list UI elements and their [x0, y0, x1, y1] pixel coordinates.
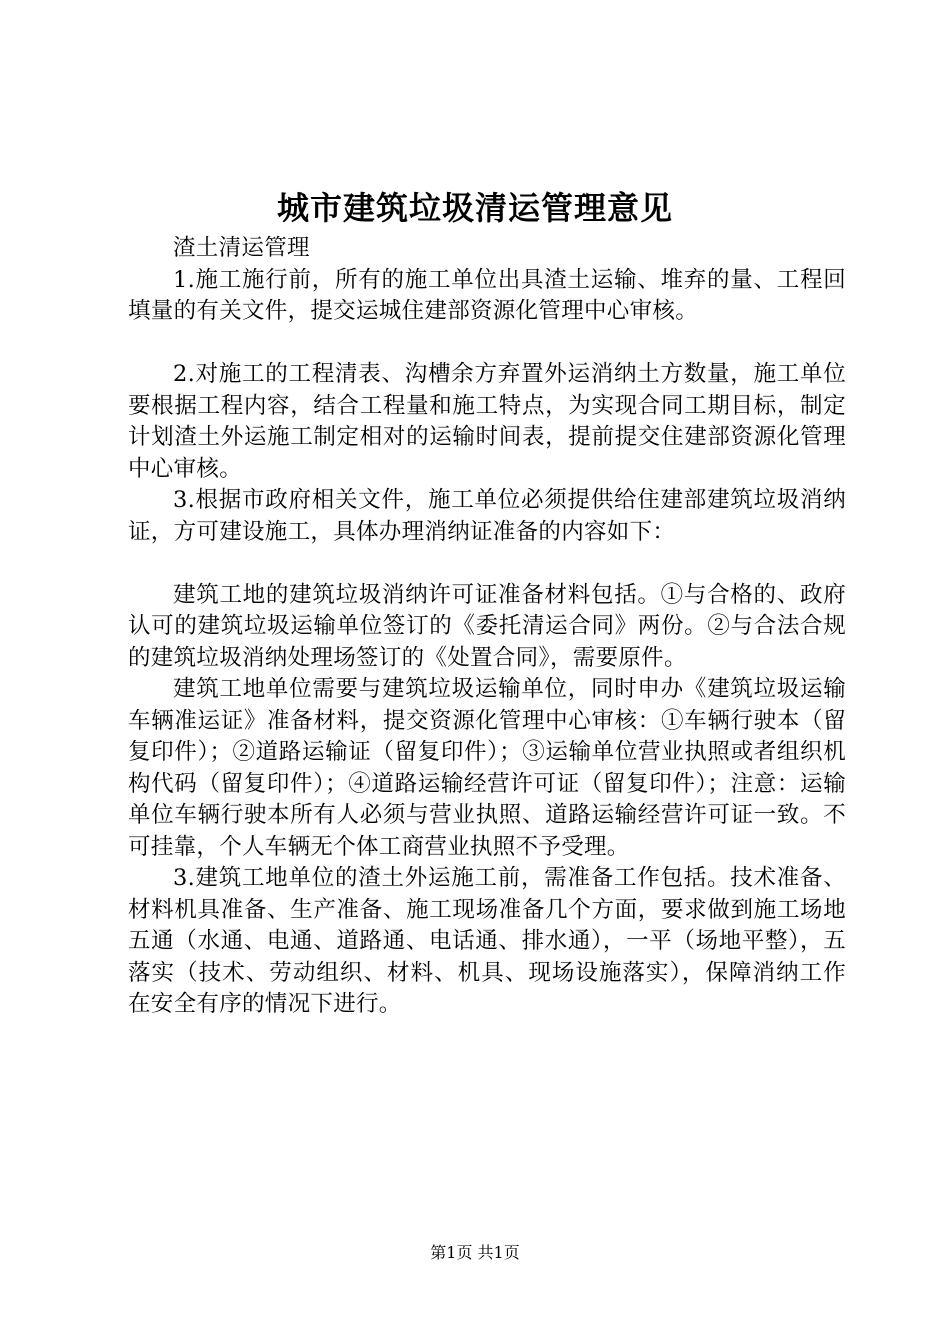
- paragraph-1: 1.施工施行前，所有的施工单位出具渣土运输、堆弃的量、工程回填量的有关文件，提交运城住建部资源化管理中心审核。: [128, 266, 846, 324]
- paragraph-3: 3.根据市政府相关文件，施工单位必须提供给住建部建筑垃圾消纳证，方可建设施工，具体办理消纳证准备的内容如下：: [128, 487, 846, 545]
- paragraph-2: 2.对施工的工程清表、沟槽余方弃置外运消纳土方数量，施工单位要根据工程内容，结合工程量和施工特点，为实现合同工期目标，制定计划渣土外运施工制定相对的运输时间表，提前提交住建部资源化管理中心审核。: [128, 361, 846, 482]
- paragraph-gap: [128, 328, 846, 360]
- paragraph-4: 建筑工地的建筑垃圾消纳许可证准备材料包括。①与合格的、政府认可的建筑垃圾运输单位签订的《委托清运合同》两份。②与合法合规的建筑垃圾消纳处理场签订的《处置合同》，需要原件。: [128, 581, 846, 671]
- document-title: 城市建筑垃圾清运管理意见: [276, 189, 673, 227]
- paragraph-5: 建筑工地单位需要与建筑垃圾运输单位，同时申办《建筑垃圾运输车辆准运证》准备材料，提交资源化管理中心审核：①车辆行驶本（留复印件）；②道路运输证（留复印件）；③运输单位营业执照或者组织机构代码（留复印件）；④道路运输经营许可证（留复印件）；注意：运输单位车辆行驶本所有人必须与营业执照、道路运输经营许可证一致。不可挂靠，个人车辆无个体工商营业执照不予受理。: [128, 676, 846, 860]
- paragraph-6: 3.建筑工地单位的渣土外运施工前，需准备工作包括。技术准备、材料机具准备、生产准备、施工现场准备几个方面，要求做到施工场地五通（水通、电通、道路通、电话通、排水通），一平（场地平整），五落实（技术、劳动组织、材料、机具、现场设施落实），保障消纳工作在安全有序的情况下进行。: [128, 865, 846, 1017]
- section-heading: 渣土清运管理: [173, 235, 310, 261]
- document-body: [128, 233, 846, 1021]
- page-footer: 第1页 共1页: [430, 1243, 520, 1262]
- paragraph-gap: [128, 548, 846, 580]
